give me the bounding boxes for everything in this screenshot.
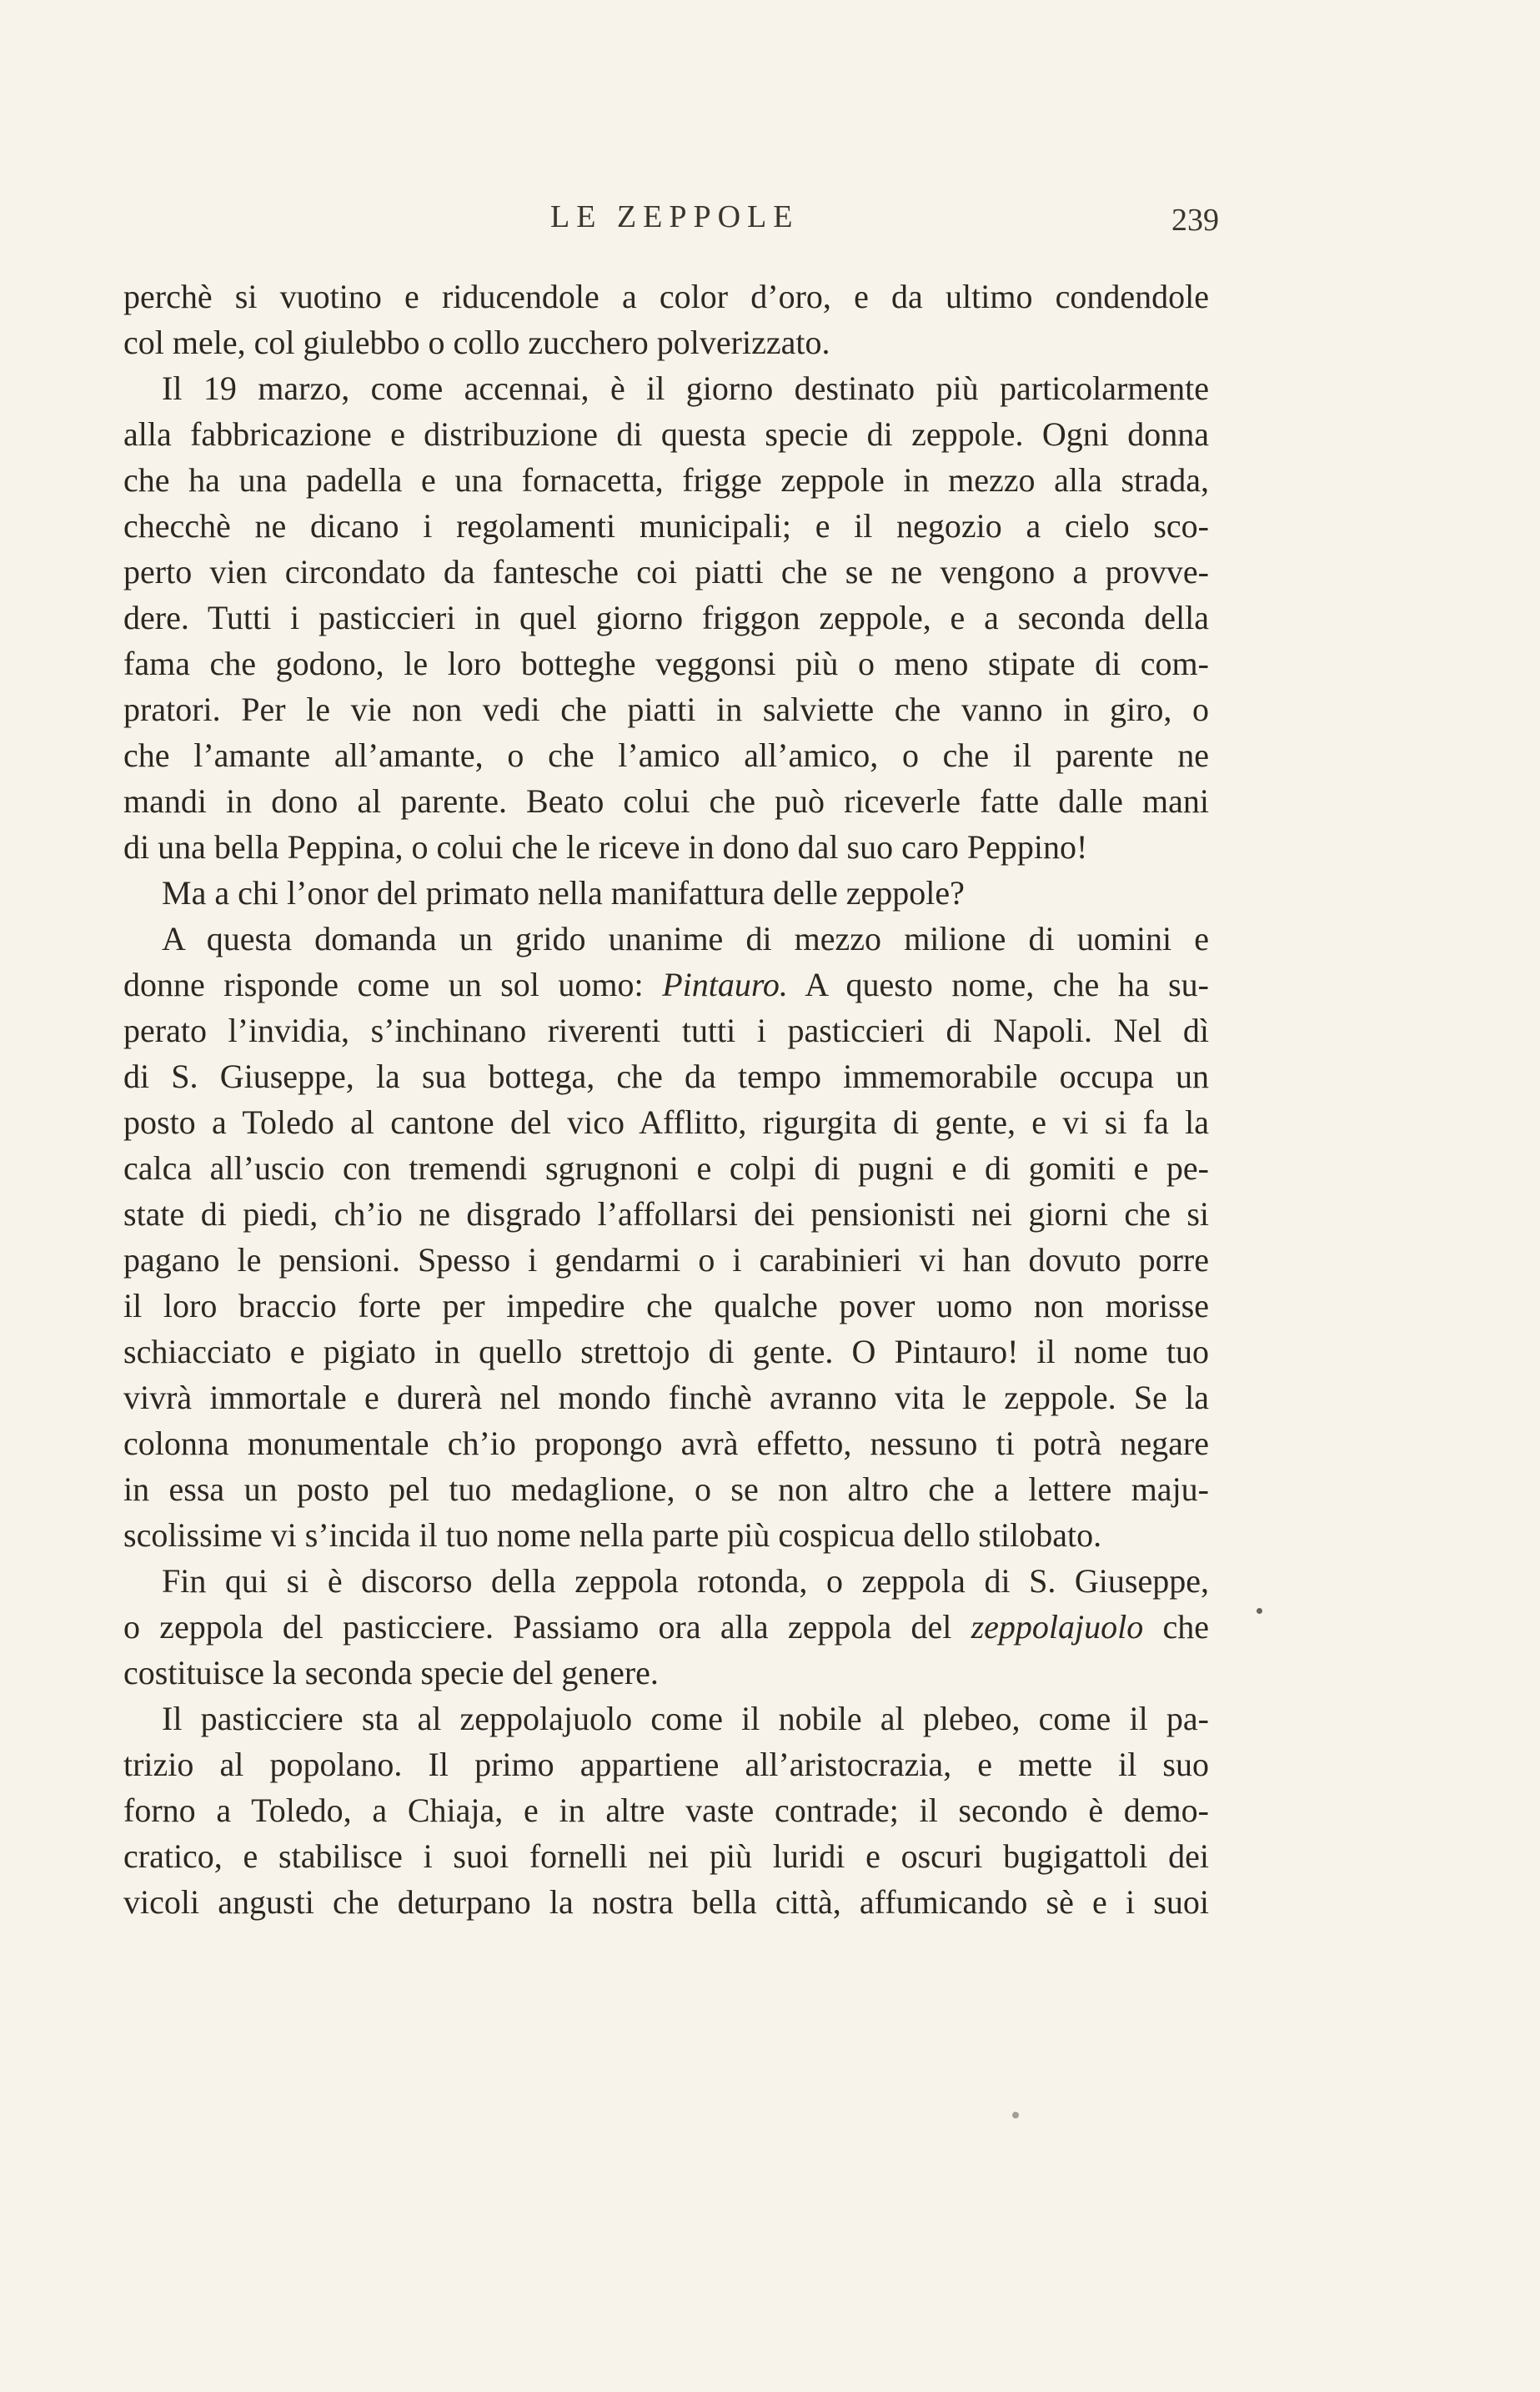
running-head xyxy=(0,198,1540,249)
text-line: schiacciato e pigiato in quello strettojo di gente. O Pintauro! il nome tuo xyxy=(123,1333,1209,1370)
text-line: pratori. Per le vie non vedi che piatti in salviette che vanno in giro, o xyxy=(123,691,1209,728)
text-line: pagano le pensioni. Spesso i gendarmi o i carabinieri vi han dovuto porre xyxy=(123,1241,1209,1279)
text-line: Il pasticciere sta al zeppolajuolo come il nobile al plebeo, come il pa- xyxy=(162,1700,1209,1737)
text-line: vicoli angusti che deturpano la nostra bella città, affumicando sè e i suoi xyxy=(123,1883,1209,1921)
text-line: colonna monumentale ch’io propongo avrà effetto, nessuno ti potrà negare xyxy=(123,1425,1209,1462)
text-line: di S. Giuseppe, la sua bottega, che da tempo immemorabile occupa un xyxy=(123,1058,1209,1095)
italic-name-pintauro: Pintauro. xyxy=(662,966,788,1003)
text-line: che ha una padella e una fornacetta, frigge zeppole in mezzo alla strada, xyxy=(123,461,1209,499)
italic-word-zeppolajuolo: zeppolajuolo xyxy=(971,1608,1144,1646)
text-line: perto vien circondato da fantesche coi piatti che se ne vengono a provve- xyxy=(123,553,1209,590)
text-line: fama che godono, le loro botteghe veggonsi più o meno stipate di com- xyxy=(123,645,1209,682)
line-text: che xyxy=(1143,1608,1209,1646)
text-line: costituisce la seconda specie del genere. xyxy=(123,1654,659,1691)
text-line: Ma a chi l’onor del primato nella manifattura delle zeppole? xyxy=(162,874,965,912)
text-line: forno a Toledo, a Chiaja, e in altre vaste contrade; il secondo è demo- xyxy=(123,1791,1209,1829)
text-line: Il 19 marzo, come accennai, è il giorno destinato più particolarmente xyxy=(162,369,1209,407)
line-text: A questo nome, che ha su- xyxy=(787,966,1209,1003)
line-text: o zeppola del pasticciere. Passiamo ora alla zeppola del xyxy=(123,1608,971,1646)
text-line: dere. Tutti i pasticcieri in quel giorno friggon zeppole, e a seconda della xyxy=(123,599,1209,636)
text-line: trizio al popolano. Il primo appartiene all’aristocrazia, e mette il suo xyxy=(123,1746,1209,1783)
text-line-with-italic xyxy=(123,962,1209,1008)
text-line: calca all’uscio con tremendi sgrugnoni e colpi di pugni e di gomiti e pe- xyxy=(123,1149,1209,1187)
text-line: col mele, col giulebbo o collo zucchero polverizzato. xyxy=(123,324,830,361)
text-line: in essa un posto pel tuo medaglione, o se non altro che a lettere maju- xyxy=(123,1470,1209,1508)
text-line: state di piedi, ch’io ne disgrado l’affollarsi dei pensionisti nei giorni che si xyxy=(123,1195,1209,1233)
text-line: il loro braccio forte per impedire che qualche pover uomo non morisse xyxy=(123,1287,1209,1324)
text-line: checchè ne dicano i regolamenti municipali; e il negozio a cielo sco- xyxy=(123,507,1209,545)
ink-speck xyxy=(1012,2112,1019,2118)
running-title: LE ZEPPOLE xyxy=(550,199,800,234)
text-line: mandi in dono al parente. Beato colui che può riceverle fatte dalle mani xyxy=(123,782,1209,820)
text-line: vivrà immortale e durerà nel mondo finchè avranno vita le zeppole. Se la xyxy=(123,1379,1209,1416)
text-line-with-italic xyxy=(123,1604,1209,1650)
text-line: A questa domanda un grido unanime di mezzo milione di uomini e xyxy=(162,920,1209,957)
text-line: Fin qui si è discorso della zeppola rotonda, o zeppola di S. Giuseppe, xyxy=(162,1562,1209,1600)
text-line: scolissime vi s’incida il tuo nome nella parte più cospicua dello stilobato. xyxy=(123,1516,1102,1554)
text-line: cratico, e stabilisce i suoi fornelli nei più luridi e oscuri bugigattoli dei xyxy=(123,1837,1209,1875)
page-number: 239 xyxy=(1171,203,1219,238)
body-text xyxy=(123,274,1209,1925)
text-line: che l’amante all’amante, o che l’amico all’amico, o che il parente ne xyxy=(123,736,1209,774)
text-line: di una bella Peppina, o colui che le riceve in dono dal suo caro Peppino! xyxy=(123,828,1088,866)
text-line: posto a Toledo al cantone del vico Afflitto, rigurgita di gente, e vi si fa la xyxy=(123,1103,1209,1141)
text-line: perchè si vuotino e riducendole a color d’oro, e da ultimo condendole xyxy=(123,278,1209,315)
ink-speck xyxy=(1257,1608,1262,1614)
text-line: perato l’invidia, s’inchinano riverenti tutti i pasticcieri di Napoli. Nel dì xyxy=(123,1012,1209,1049)
line-text: donne risponde come un sol uomo: xyxy=(123,966,663,1003)
text-line: alla fabbricazione e distribuzione di questa specie di zeppole. Ogni donna xyxy=(123,415,1209,453)
